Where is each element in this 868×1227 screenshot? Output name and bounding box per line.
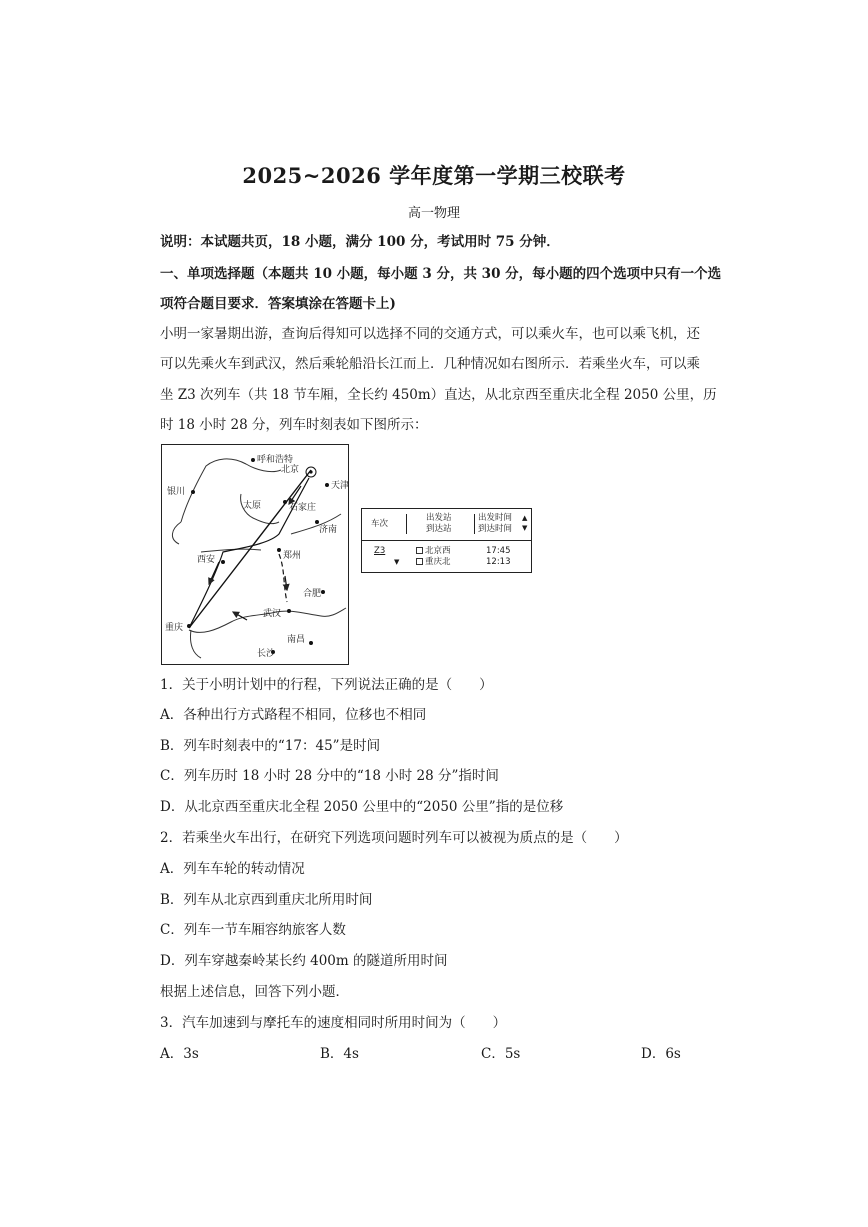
to-station-name: 重庆北	[425, 557, 451, 567]
q2-option-d: D．列车穿越秦岭某长约 400m 的隧道所用时间	[160, 953, 448, 969]
route-map	[161, 444, 349, 665]
question-2-stem: 2．若乘坐火车出行，在研究下列选项问题时列车可以被视为质点的是（ ）	[160, 830, 628, 846]
section-heading-line2: 项符合题目要求．答案填涂在答题卡上)	[160, 296, 396, 312]
map-label: 西安	[197, 555, 216, 565]
city-dot	[321, 590, 325, 594]
col-time-depart: 出发时间	[478, 513, 513, 523]
col-station-arrive: 到达站	[426, 524, 452, 534]
map-label: 长沙	[257, 649, 276, 659]
q3-option-c: C．5s	[481, 1046, 521, 1062]
page-title: 2025~2026 学年度第一学期三校联考	[242, 163, 626, 188]
question-1-stem: 1．关于小明计划中的行程，下列说法正确的是（ ）	[160, 677, 493, 693]
q2-option-a: A．列车车轮的转动情况	[160, 861, 305, 877]
city-dot	[277, 548, 281, 552]
exam-note: 说明：本试题共页，18 小题，满分 100 分，考试用时 75 分钟．	[160, 234, 560, 250]
q3-option-a: A．3s	[160, 1046, 199, 1062]
q1-option-a: A．各种出行方式路程不相同，位移也不相同	[160, 707, 427, 723]
city-dot	[221, 560, 225, 564]
sort-down-icon: ▼	[522, 524, 528, 532]
sort-up-icon: ▲	[522, 514, 528, 522]
col-time-arrive: 到达时间	[478, 524, 513, 534]
map-label: 银川	[167, 487, 186, 497]
expand-icon: ▼	[394, 558, 400, 566]
passage-line: 坐 Z3 次列车（共 18 节车厢，全长约 450m）直达，从北京西至重庆北全程 2050 公里，历	[160, 387, 717, 403]
city-dot	[315, 520, 319, 524]
depart-time: 17:45	[486, 546, 511, 556]
q1-option-d: D．从北京西至重庆北全程 2050 公里中的“2050 公里”指的是位移	[160, 799, 564, 815]
q3-lead: 根据上述信息，回答下列小题．	[160, 984, 349, 1000]
city-dot	[251, 458, 255, 462]
to-station	[416, 557, 451, 568]
map-label: 重庆	[165, 623, 184, 633]
timetable-header	[362, 509, 531, 541]
city-dot	[191, 490, 195, 494]
divider	[474, 514, 475, 534]
map-label: 北京	[281, 465, 300, 475]
station-icon	[416, 558, 423, 565]
map-label: 太原	[243, 501, 262, 511]
arrive-time: 12:13	[486, 557, 511, 567]
map-label: 合肥	[303, 589, 322, 599]
map-label: 呼和浩特	[257, 455, 294, 465]
divider	[406, 514, 407, 534]
train-number: Z3	[374, 546, 386, 556]
city-dot	[325, 483, 329, 487]
passage-line: 时 18 小时 28 分，列车时刻表如下图所示：	[160, 417, 428, 433]
q2-option-c: C．列车一节车厢容纳旅客人数	[160, 922, 346, 938]
from-station-name: 北京西	[425, 546, 451, 556]
city-dot	[283, 500, 287, 504]
question-3-stem: 3．汽车加速到与摩托车的速度相同时所用时间为（ ）	[160, 1015, 507, 1031]
passage-line: 可以先乘火车到武汉，然后乘轮船沿长江而上．几种情况如右图所示．若乘坐火车，可以乘	[160, 356, 700, 372]
map-label: 天津	[331, 481, 349, 491]
map-border	[162, 445, 349, 665]
subject-title: 高一物理	[407, 206, 460, 221]
q3-option-d: D．6s	[641, 1046, 681, 1062]
map-label: 郑州	[283, 551, 302, 561]
q1-option-c: C．列车历时 18 小时 28 分中的“18 小时 28 分”指时间	[160, 768, 499, 784]
station-icon	[416, 547, 423, 554]
map-label: 武汉	[263, 609, 282, 619]
map-label: 石家庄	[289, 503, 317, 513]
city-dot	[187, 624, 191, 628]
q3-option-b: B．4s	[320, 1046, 359, 1062]
city-dot	[309, 641, 313, 645]
map-label: 济南	[319, 525, 338, 535]
from-station	[416, 546, 451, 557]
section-heading-line1: 一、单项选择题（本题共 10 小题，每小题 3 分，共 30 分，每小题的四个选项中只有一个选	[160, 266, 722, 282]
q2-option-b: B．列车从北京西到重庆北所用时间	[160, 892, 373, 908]
beijing-marker	[309, 470, 312, 473]
q1-option-b: B．列车时刻表中的“17：45”是时间	[160, 738, 381, 754]
col-station-depart: 出发站	[426, 513, 452, 523]
train-timetable	[361, 508, 532, 573]
map-label: 南昌	[287, 635, 306, 645]
col-train: 车次	[371, 519, 389, 529]
city-dot	[287, 609, 291, 613]
passage-line: 小明一家暑期出游，查询后得知可以选择不同的交通方式，可以乘火车，也可以乘飞机，还	[160, 326, 700, 342]
